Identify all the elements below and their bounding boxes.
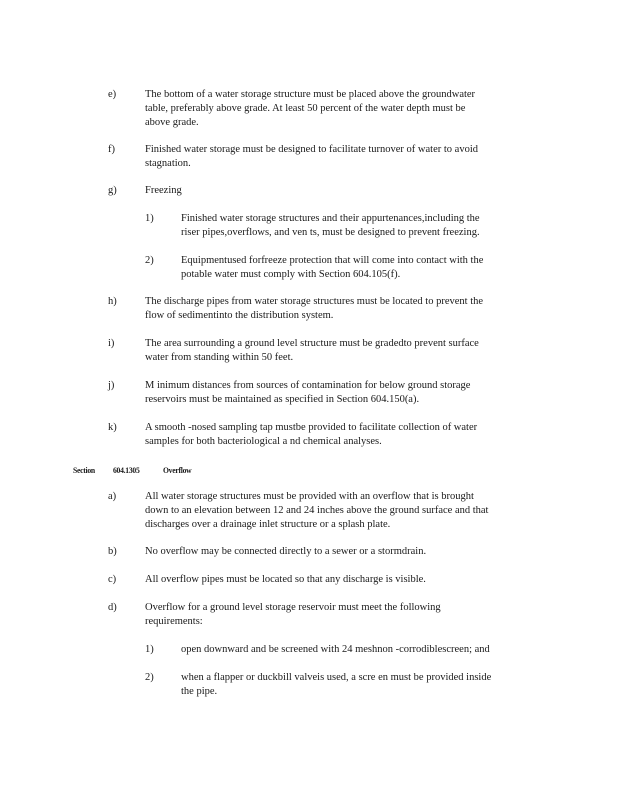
text-line: above grade. xyxy=(145,117,199,128)
item-label: 1) xyxy=(145,644,154,655)
item-label: e) xyxy=(108,89,117,100)
item-text xyxy=(145,490,488,532)
item-text xyxy=(145,379,470,407)
text-line: potable water must comply with Section 604.105(f). xyxy=(181,269,401,280)
item-label: 2) xyxy=(145,255,154,266)
item-label: c) xyxy=(108,574,117,585)
item-text xyxy=(145,573,426,587)
text-line: Overflow for a ground level storage reservoir must meet the following xyxy=(145,602,441,613)
item-text xyxy=(181,671,491,699)
text-line: water from standing within 50 feet. xyxy=(145,352,294,363)
item-label: k) xyxy=(108,422,117,433)
text-line: M inimum distances from sources of contamination for below ground storage xyxy=(145,380,471,391)
item-label: a) xyxy=(108,491,117,502)
section-number: 604.1305 xyxy=(113,465,140,475)
text-line: Finished water storage structures and their appurtenances,including the xyxy=(181,213,480,224)
text-line: table, preferably above grade. At least 50 percent of the water depth must be xyxy=(145,103,466,114)
text-line: the pipe. xyxy=(181,686,218,697)
text-line: All water storage structures must be provided with an overflow that is brought xyxy=(145,491,474,502)
text-line: requirements: xyxy=(145,616,203,627)
text-line: when a flapper or duckbill valveis used, a scre en must be provided inside xyxy=(181,672,492,683)
item-label: j) xyxy=(108,380,115,391)
item-label: i) xyxy=(108,338,115,349)
text-line: open downward and be screened with 24 meshnon -corrodiblescreen; and xyxy=(181,644,490,655)
text-line: No overflow may be connected directly to a sewer or a stormdrain. xyxy=(145,546,427,557)
item-text xyxy=(145,545,426,559)
item-text xyxy=(181,643,490,657)
section-prefix: Section xyxy=(73,465,95,475)
text-line: All overflow pipes must be located so that any discharge is visible. xyxy=(145,574,426,585)
text-line: The discharge pipes from water storage structures must be located to prevent the xyxy=(145,296,484,307)
item-label: g) xyxy=(108,185,117,196)
text-line: stagnation. xyxy=(145,158,191,169)
item-label: f) xyxy=(108,144,115,155)
text-line: Freezing xyxy=(145,185,182,196)
item-label: 2) xyxy=(145,672,154,683)
item-text xyxy=(145,88,475,130)
text-line: Equipmentused forfreeze protection that will come into contact with the xyxy=(181,255,484,266)
item-label: 1) xyxy=(145,213,154,224)
item-text xyxy=(181,212,480,240)
text-line: The area surrounding a ground level structure must be gradedto prevent surface xyxy=(145,338,479,349)
item-text xyxy=(145,143,478,171)
text-line: flow of sedimentinto the distribution system. xyxy=(145,310,334,321)
item-label: h) xyxy=(108,296,117,307)
text-line: A smooth -nosed sampling tap mustbe provided to facilitate collection of water xyxy=(145,422,478,433)
text-line: reservoirs must be maintained as specified in Section 604.150(a). xyxy=(145,394,420,405)
item-label: b) xyxy=(108,546,117,557)
text-line: samples for both bacteriological a nd chemical analyses. xyxy=(145,436,382,447)
text-line: discharges over a drainage inlet structure or a splash plate. xyxy=(145,519,391,530)
text-line: Finished water storage must be designed to facilitate turnover of water to avoid xyxy=(145,144,478,155)
item-text xyxy=(145,184,182,198)
item-text xyxy=(181,254,483,282)
text-line: The bottom of a water storage structure must be placed above the groundwater xyxy=(145,89,476,100)
item-text xyxy=(145,295,483,323)
text-line: down to an elevation between 12 and 24 inches above the ground surface and that xyxy=(145,505,489,516)
item-text xyxy=(145,337,479,365)
item-text xyxy=(145,601,441,629)
text-line: riser pipes,overflows, and ven ts, must be designed to prevent freezing. xyxy=(181,227,480,238)
section-title: Overflow xyxy=(163,465,192,475)
item-text xyxy=(145,421,477,449)
item-label: d) xyxy=(108,602,117,613)
